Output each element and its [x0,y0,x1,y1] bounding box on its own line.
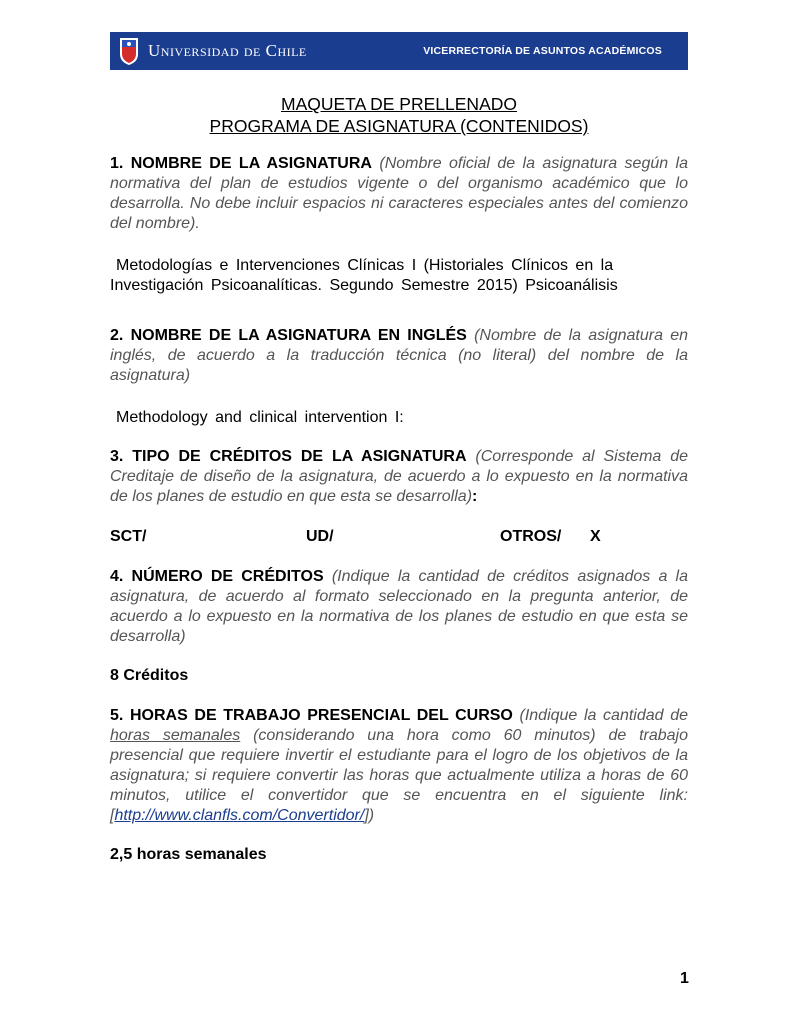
section-3 [110,447,688,507]
section-5-instructions-b: (considerando una hora como 60 minutos) de trabajo presencial que requiere invertir el estudiante para el logro de los objetivos de la asignatura; si requiere convertir las horas que actualmente utiliza a horas de 60 minutos, utilice el convertidor que se encuentra en el siguiente link: [ [110,727,689,824]
section-1 [110,154,688,234]
section-5-answer: 2,5 horas semanales [110,846,267,863]
office-name: VICERRECTORÍA DE ASUNTOS ACADÉMICOS [423,45,662,57]
section-4-heading: 4. NÚMERO DE CRÉDITOS [110,568,324,585]
section-4 [110,567,688,647]
section-3-instructions: (Corresponde al Sistema de Creditaje de diseño de la asignatura, de acuerdo a lo expuesto en la normativa de los planes de estudio en que esta se desarrolla) [110,448,688,505]
section-2-instructions: (Nombre de la asignatura en inglés, de acuerdo a la traducción técnica (no literal) del nombre de la asignatura) [110,327,688,384]
university-name: Universidad de Chile [148,41,307,60]
section-5-heading: 5. HORAS DE TRABAJO PRESENCIAL DEL CURSO [110,707,513,724]
credit-type-sct: SCT/ [110,528,147,545]
section-2-answer: Methodology and clinical intervention I: [116,409,404,426]
section-5-instructions-a: (Indique la cantidad de [519,707,688,724]
section-3-heading: 3. TIPO DE CRÉDITOS DE LA ASIGNATURA [110,448,467,465]
document-title: MAQUETA DE PRELLENADO [281,94,517,114]
document-subtitle: PROGRAMA DE ASIGNATURA (CONTENIDOS) [209,116,589,136]
page-number: 1 [680,970,689,987]
credit-type-ud: UD/ [306,528,334,545]
section-3-colon: : [472,488,478,505]
credit-type-otros: OTROS/ [500,528,562,545]
university-crest-icon [119,36,139,66]
section-2-heading: 2. NOMBRE DE LA ASIGNATURA EN INGLÉS [110,327,467,344]
section-1-answer-line2: Investigación Psicoanalíticas. Segundo Semestre 2015) Psicoanálisis [110,277,618,294]
section-4-answer: 8 Créditos [110,667,189,684]
section-4-instructions: (Indique la cantidad de créditos asignados a la asignatura, de acuerdo al formato seleccionado en la pregunta anterior, de acuerdo a lo expuesto en la normativa de los planes de estudio en que esta se desarrolla) [110,568,688,645]
section-5 [110,706,688,826]
section-2 [110,326,688,386]
section-1-instructions: (Nombre oficial de la asignatura según la normativa del plan de estudios vigente o del organismo académico que lo desarrolla. No debe incluir espacios ni caracteres especiales antes del comienzo del nombre). [110,155,689,232]
section-5-instructions-end: ]) [364,807,375,824]
credit-type-mark: X [590,528,601,545]
section-1-answer-line1: Metodologías e Intervenciones Clínicas I (Historiales Clínicos en la [116,257,614,274]
header-banner [110,32,688,70]
converter-link[interactable]: http://www.clanfls.com/Convertidor/ [114,807,365,824]
section-5-instructions-underlined: horas semanales [110,727,241,744]
section-1-heading: 1. NOMBRE DE LA ASIGNATURA [110,155,372,172]
